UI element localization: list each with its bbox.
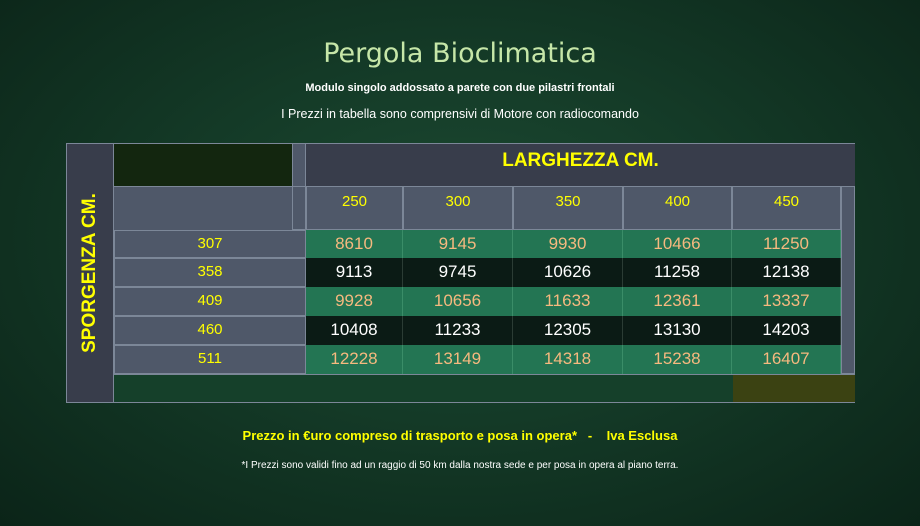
price-inclusion-note: I Prezzi in tabella sono comprensivi di Motore con radiocomando	[281, 107, 639, 121]
price-cell: 11233	[403, 316, 513, 345]
page-subtitle: Modulo singolo addossato a parete con due pilastri frontali	[305, 82, 615, 94]
page-title: Pergola Bioclimatica	[323, 38, 597, 69]
top-label: LARGHEZZA CM.	[306, 144, 855, 186]
price-cell: 9930	[513, 230, 623, 258]
row-header: 409	[114, 287, 306, 316]
price-cell: 12228	[306, 345, 403, 374]
price-cell: 12305	[513, 316, 623, 345]
price-cell: 9745	[403, 258, 513, 287]
price-cell: 10656	[403, 287, 513, 316]
side-header	[67, 144, 114, 402]
column-header: 400	[623, 186, 732, 230]
side-label: SPORGENZA CM.	[79, 193, 100, 353]
price-table	[66, 143, 855, 403]
table-footer-highlight	[733, 374, 855, 402]
column-header: 350	[513, 186, 623, 230]
corner-cell	[114, 144, 292, 186]
price-cell: 14318	[513, 345, 623, 374]
price-cell: 12361	[623, 287, 732, 316]
header-separator	[292, 144, 306, 186]
row-header: 307	[114, 230, 306, 258]
price-cell: 13130	[623, 316, 732, 345]
row-header: 358	[114, 258, 306, 287]
column-header: 300	[403, 186, 513, 230]
price-cell: 8610	[306, 230, 403, 258]
price-cell: 11258	[623, 258, 732, 287]
price-cell: 10466	[623, 230, 732, 258]
price-cell: 10626	[513, 258, 623, 287]
table-endcap	[841, 186, 855, 374]
price-cell: 11250	[732, 230, 841, 258]
price-cell: 10408	[306, 316, 403, 345]
price-cell: 16407	[732, 345, 841, 374]
price-cell: 14203	[732, 316, 841, 345]
price-cell: 9145	[403, 230, 513, 258]
footnote: *I Prezzi sono validi fino ad un raggio di 50 km dalla nostra sede e per posa in opera al piano terra.	[241, 460, 679, 471]
price-cell: 11633	[513, 287, 623, 316]
price-cell: 13337	[732, 287, 841, 316]
table-footer	[114, 374, 733, 402]
price-cell: 9113	[306, 258, 403, 287]
price-cell: 9928	[306, 287, 403, 316]
column-header: 250	[306, 186, 403, 230]
price-cell: 12138	[732, 258, 841, 287]
row-header: 511	[114, 345, 306, 374]
price-cell: 13149	[403, 345, 513, 374]
row-header: 460	[114, 316, 306, 345]
price-cell: 15238	[623, 345, 732, 374]
row-header-corner	[114, 186, 292, 230]
price-note: Prezzo in €uro compreso di trasporto e posa in opera* - Iva Esclusa	[242, 428, 678, 443]
column-separator	[292, 186, 306, 230]
column-header: 450	[732, 186, 841, 230]
